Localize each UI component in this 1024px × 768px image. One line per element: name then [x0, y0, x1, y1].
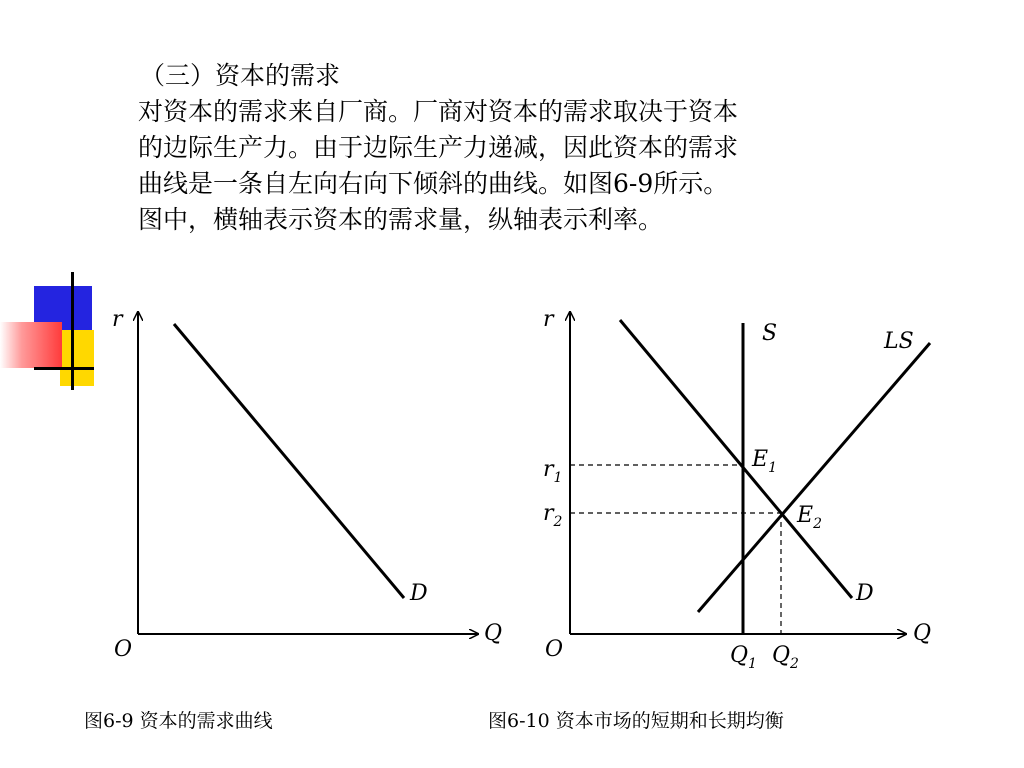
demand-curve — [620, 320, 852, 598]
q2-label: $Q_2$ — [772, 643, 799, 672]
origin-label: O — [545, 637, 564, 662]
e2-label: $E_2$ — [797, 503, 822, 532]
section-heading: （三）资本的需求 — [140, 61, 341, 90]
y-axis-label: r — [112, 307, 123, 332]
paragraph-line: 的边际生产力。由于边际生产力递减，因此资本的需求 — [138, 133, 739, 162]
r2-label: $r_2$ — [543, 501, 563, 530]
demand-label: D — [410, 581, 428, 606]
x-axis-label: Q — [913, 621, 932, 646]
demand-curve — [174, 324, 404, 598]
q1-label: $Q_1$ — [730, 643, 757, 672]
paragraph-line: 图中，横轴表示资本的需求量，纵轴表示利率。 — [138, 205, 664, 234]
paragraph-line: 曲线是一条自左向右向下倾斜的曲线。如图6-9所示。 — [138, 169, 729, 198]
demand-label: D — [856, 581, 874, 606]
r1-label: $r_1$ — [543, 457, 563, 486]
supply-label: S — [762, 321, 778, 346]
figure-capital-market — [543, 307, 931, 672]
y-axis-label: r — [543, 307, 554, 332]
long-run-supply-label: LS — [884, 329, 914, 354]
origin-label: O — [114, 637, 133, 662]
figure-demand-curve — [112, 307, 502, 662]
e1-label: $E_1$ — [752, 447, 777, 476]
x-axis-label: Q — [484, 621, 503, 646]
long-run-supply-line — [698, 343, 930, 612]
paragraph-line: 对资本的需求来自厂商。厂商对资本的需求取决于资本 — [138, 97, 739, 126]
figure-caption-left: 图6-9 资本的需求曲线 — [84, 710, 273, 732]
figure-caption-right: 图6-10 资本市场的短期和长期均衡 — [488, 710, 784, 732]
